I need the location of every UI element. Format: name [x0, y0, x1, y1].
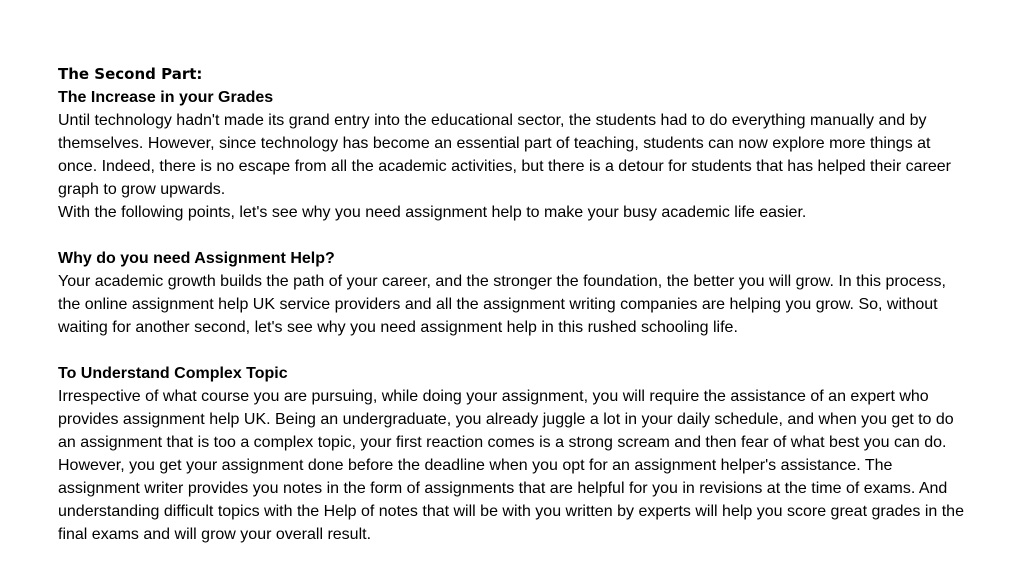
paragraph-following-points: With the following points, let's see why you need assignment help to make your busy academic life easier. [58, 204, 807, 221]
document-page [58, 63, 970, 546]
paragraph-complex-topic: Irrespective of what course you are pursuing, while doing your assignment, you will require the assistance of an expert who provides assignment help UK. Being an undergraduate, you already juggle a lot in your daily schedule, and when you get to do an assignment that is too a complex topic, your first reaction comes is a strong scream and then fear of what best you can do. However, you get your assignment done before the deadline when you opt for an assignment helper's assistance. The assignment writer provides you notes in the form of assignments that are helpful for you in revisions at the time of exams. And understanding difficult topics with the Help of notes that will be with you written by experts will help you score great grades in the final exams and will grow your overall result. [58, 388, 964, 543]
part-title: The Second Part: [58, 65, 203, 83]
paragraph-spacer [58, 339, 970, 362]
section-heading-why-help: Why do you need Assignment Help? [58, 250, 335, 267]
section-heading-complex-topic: To Understand Complex Topic [58, 365, 288, 382]
paragraph-spacer [58, 224, 970, 247]
paragraph-technology: Until technology hadn't made its grand entry into the educational sector, the students had to do everything manually and by themselves. However, since technology has become an essential part of teaching, students can now explore more things at once. Indeed, there is no escape from all the academic activities, but there is a detour for students that has helped their career graph to grow upwards. [58, 112, 951, 198]
section-heading-grades: The Increase in your Grades [58, 89, 274, 106]
paragraph-academic-growth: Your academic growth builds the path of your career, and the stronger the foundation, the better you will grow. In this process, the online assignment help UK service providers and all the assignment writing companies are helping you grow. So, without waiting for another second, let's see why you need assignment help in this rushed schooling life. [58, 273, 946, 336]
